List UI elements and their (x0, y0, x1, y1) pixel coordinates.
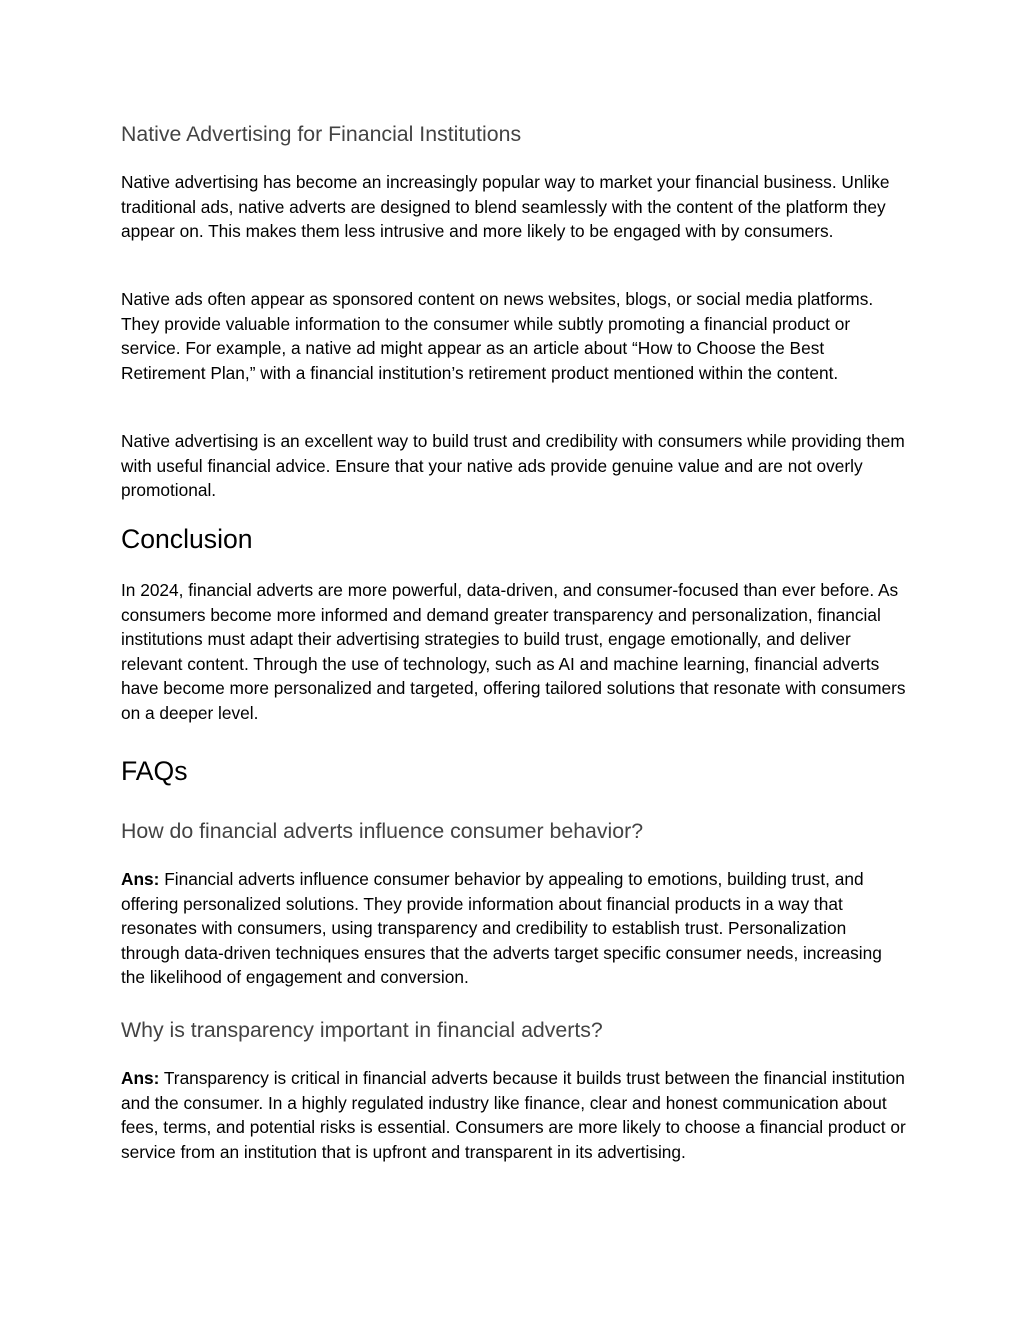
faq-question-1: How do financial adverts influence consumer behavior? (121, 819, 644, 843)
faq-answer-1 (121, 867, 907, 990)
answer-label: Ans: (121, 869, 160, 889)
faqs-heading: FAQs (121, 756, 188, 786)
answer-text: Transparency is critical in financial adverts because it builds trust between the financial institution and the consumer. In a highly regulated industry like finance, clear and honest communication about fees, terms, and potential risks is essential. Consumers are more likely to choose a financial product or service from an institution that is upfront and transparent in its advertising. (121, 1068, 906, 1162)
native-advertising-heading: Native Advertising for Financial Institutions (121, 122, 522, 146)
conclusion-paragraph: In 2024, financial adverts are more powerful, data-driven, and consumer-focused than ever before. As consumers become more informed and demand greater transparency and personalization, financial institutions must adapt their advertising strategies to build trust, engage emotionally, and deliver relevant content. Through the use of technology, such as AI and machine learning, financial adverts have become more personalized and targeted, offering tailored solutions that resonate with consumers on a deeper level. (121, 580, 906, 723)
conclusion-heading: Conclusion (121, 524, 253, 554)
faq-answer-2 (121, 1066, 907, 1164)
native-paragraph-2: Native ads often appear as sponsored content on news websites, blogs, or social media platforms. They provide valuable information to the consumer while subtly promoting a financial product or service. For example, a native ad might appear as an article about “How to Choose the Best Retirement Plan,” with a financial institution’s retirement product mentioned within the content. (121, 289, 874, 383)
answer-label: Ans: (121, 1068, 160, 1088)
answer-text: Financial adverts influence consumer behavior by appealing to emotions, building trust, and offering personalized solutions. They provide information about financial products in a way that resonates with consumers, using transparency and credibility to establish trust. Personalization through data-driven techniques ensures that the adverts target specific consumer needs, increasing the likelihood of engagement and conversion. (121, 869, 882, 987)
native-paragraph-1: Native advertising has become an increasingly popular way to market your financial business. Unlike traditional ads, native adverts are designed to blend seamlessly with the content of the platform they appear on. This makes them less intrusive and more likely to be engaged with by consumers. (121, 172, 890, 241)
faq-question-2: Why is transparency important in financial adverts? (121, 1018, 603, 1042)
native-paragraph-3: Native advertising is an excellent way to build trust and credibility with consumers while providing them with useful financial advice. Ensure that your native ads provide genuine value and are not overly promotional. (121, 431, 905, 500)
